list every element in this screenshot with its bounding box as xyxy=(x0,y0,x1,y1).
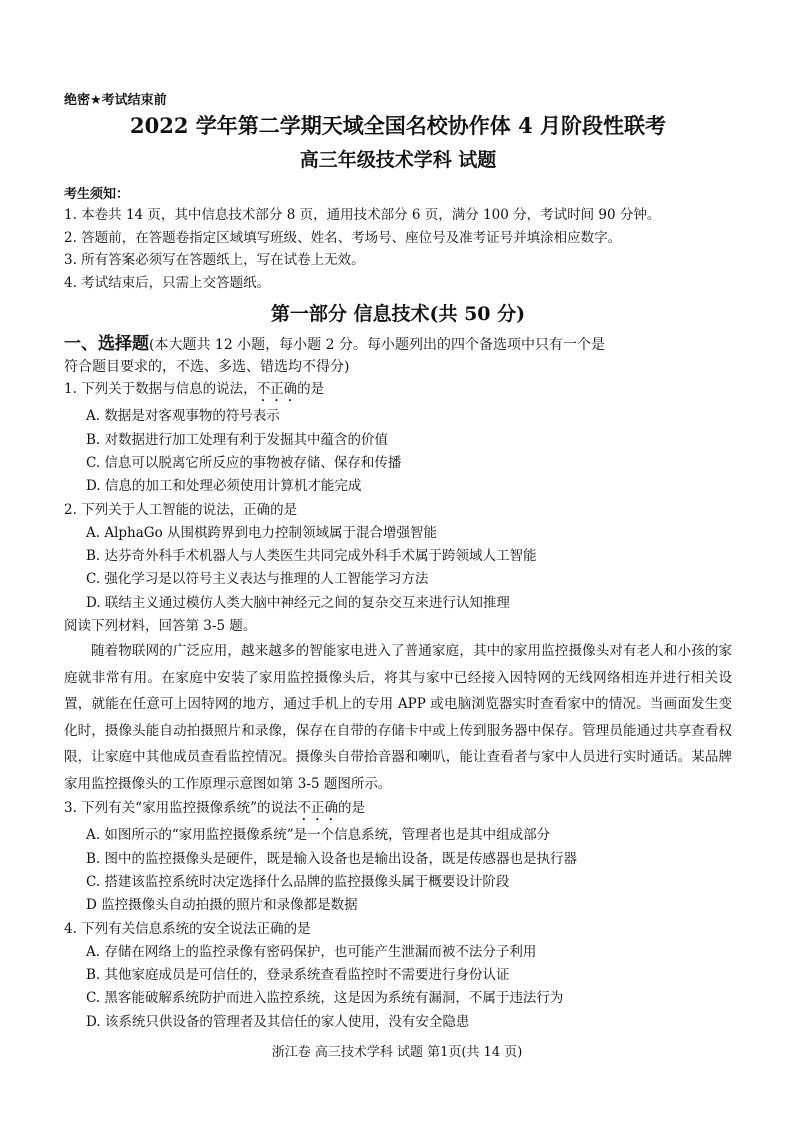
question-3-stem xyxy=(64,797,732,824)
question-1-option-d: D. 信息的加工和处理必须使用计算机才能完成 xyxy=(86,478,362,495)
question-2-option-c: C. 强化学习是以符号主义表达与推理的人工智能学习方法 xyxy=(86,571,429,588)
section-heading xyxy=(64,334,732,356)
confidential-mark: 绝密★考试结束前 xyxy=(64,93,167,108)
section-description-cont: 符合题目要求的，不选、多选、错选均不得分) xyxy=(64,359,350,376)
question-4-option-a: A. 存储在网络上的监控录像有密码保护，也可能产生泄漏而被不法分子利用 xyxy=(86,943,537,960)
notice-item: 2. 答题前，在答题卷指定区域填写班级、姓名、考场号、座位号及准考证号并填涂相应数字。 xyxy=(64,229,622,246)
question-1-option-b: B. 对数据进行加工处理有利于发掘其中蕴含的价值 xyxy=(86,431,389,448)
question-1-stem xyxy=(64,378,732,405)
stem-text: 的是 xyxy=(337,800,365,817)
question-2-option-b: B. 达芬奇外科手术机器人与人类医生共同完成外科手术属于跨领域人工智能 xyxy=(86,548,537,565)
question-4-option-c: C. 黑客能破解系统防护而进入监控系统，这是因为系统有漏洞，不属于违法行为 xyxy=(86,990,564,1007)
section-description: (本大题共 12 小题，每小题 2 分。每小题列出的四个备选项中只有一个是 xyxy=(149,337,605,354)
notice-item: 3. 所有答案必须写在答题纸上，写在试卷上无效。 xyxy=(64,252,365,269)
question-3-option-b: B. 图中的监控摄像头是硬件，既是输入设备也是输出设备，既是传感器也是执行器 xyxy=(86,850,578,867)
question-4-stem: 4. 下列有关信息系统的安全说法正确的是 xyxy=(64,920,311,937)
material-intro: 阅读下列材料，回答第 3-5 题。 xyxy=(64,618,257,635)
exam-subtitle: 高三年级技术学科 试题 xyxy=(299,149,497,171)
question-2-option-d: D. 联结主义通过模仿人类大脑中神经元之间的复杂交互来进行认知推理 xyxy=(86,594,510,611)
section-title: 一、选择题 xyxy=(64,334,149,355)
notice-item: 1. 本卷共 14 页，其中信息技术部分 8 页，通用技术部分 6 页，满分 100 分，考试时间 90 分钟。 xyxy=(64,207,661,223)
question-1-option-a: A. 数据是对客观事物的符号表示 xyxy=(86,408,280,425)
page-footer: 浙江卷 高三技术学科 试题 第1页(共 14 页) xyxy=(271,1045,523,1060)
question-2-option-a: A. AlphaGo 从围棋跨界到电力控制领域属于混合增强智能 xyxy=(86,524,437,541)
stem-text: 1. 下列关于数据与信息的说法， xyxy=(64,381,257,398)
stem-text: 3. 下列有关“家用监控摄像系统”的说法 xyxy=(64,800,298,817)
question-1-option-c: C. 信息可以脱离它所反应的事物被存储、保存和传播 xyxy=(86,454,402,471)
notice-heading: 考生须知： xyxy=(64,187,130,202)
emphasis-text: 不正确 xyxy=(256,381,298,398)
emphasis-text: 不正确 xyxy=(297,800,338,817)
question-4-option-d: D. 该系统只供设备的管理者及其信任的家人使用，没有安全隐患 xyxy=(86,1013,470,1030)
material-paragraph: 随着物联网的广泛应用，越来越多的智能家电进入了普通家庭，其中的家用监控摄像头对有老人和小孩的家庭就非常有用。在家庭中安装了家用监控摄像头后，将其与家中已经接入因特网的无线网络相连并进行相关设置，就能在任意可上因特网的地方，通过手机上的专用 APP 或电脑浏览器实时查看家中的情况。当画面发生变化时，摄像头能自动拍摄照片和录像，保存在自带的存储卡中或上传到服务器中保存。管理员能通过共享查看权限，让家庭中其他成员查看监控情况。摄像头自带拾音器和喇叭，能让查看者与家中人员进行实时通话。某品牌家用监控摄像头的工作原理示意图如第 3-5 题图所示。 xyxy=(64,643,732,792)
exam-title: 2022 学年第二学期天域全国名校协作体 4 月阶段性联考 xyxy=(130,113,666,138)
question-3-option-c: C. 搭建该监控系统时决定选择什么品牌的监控摄像头属于概要设计阶段 xyxy=(86,873,510,890)
stem-text: 的是 xyxy=(297,381,325,398)
notice-item: 4. 考试结束后，只需上交答题纸。 xyxy=(64,274,271,291)
question-4-option-b: B. 其他家庭成员是可信任的，登录系统查看监控时不需要进行身份认证 xyxy=(86,967,510,984)
question-2-stem: 2. 下列关于人工智能的说法，正确的是 xyxy=(64,501,298,518)
question-3-option-a: A. 如图所示的“家用监控摄像系统”是一个信息系统，管理者也是其中组成部分 xyxy=(86,827,551,844)
part-one-title: 第一部分 信息技术(共 50 分) xyxy=(270,303,526,326)
question-3-option-d: D 监控摄像头自动拍摄的照片和录像都是数据 xyxy=(86,897,358,914)
